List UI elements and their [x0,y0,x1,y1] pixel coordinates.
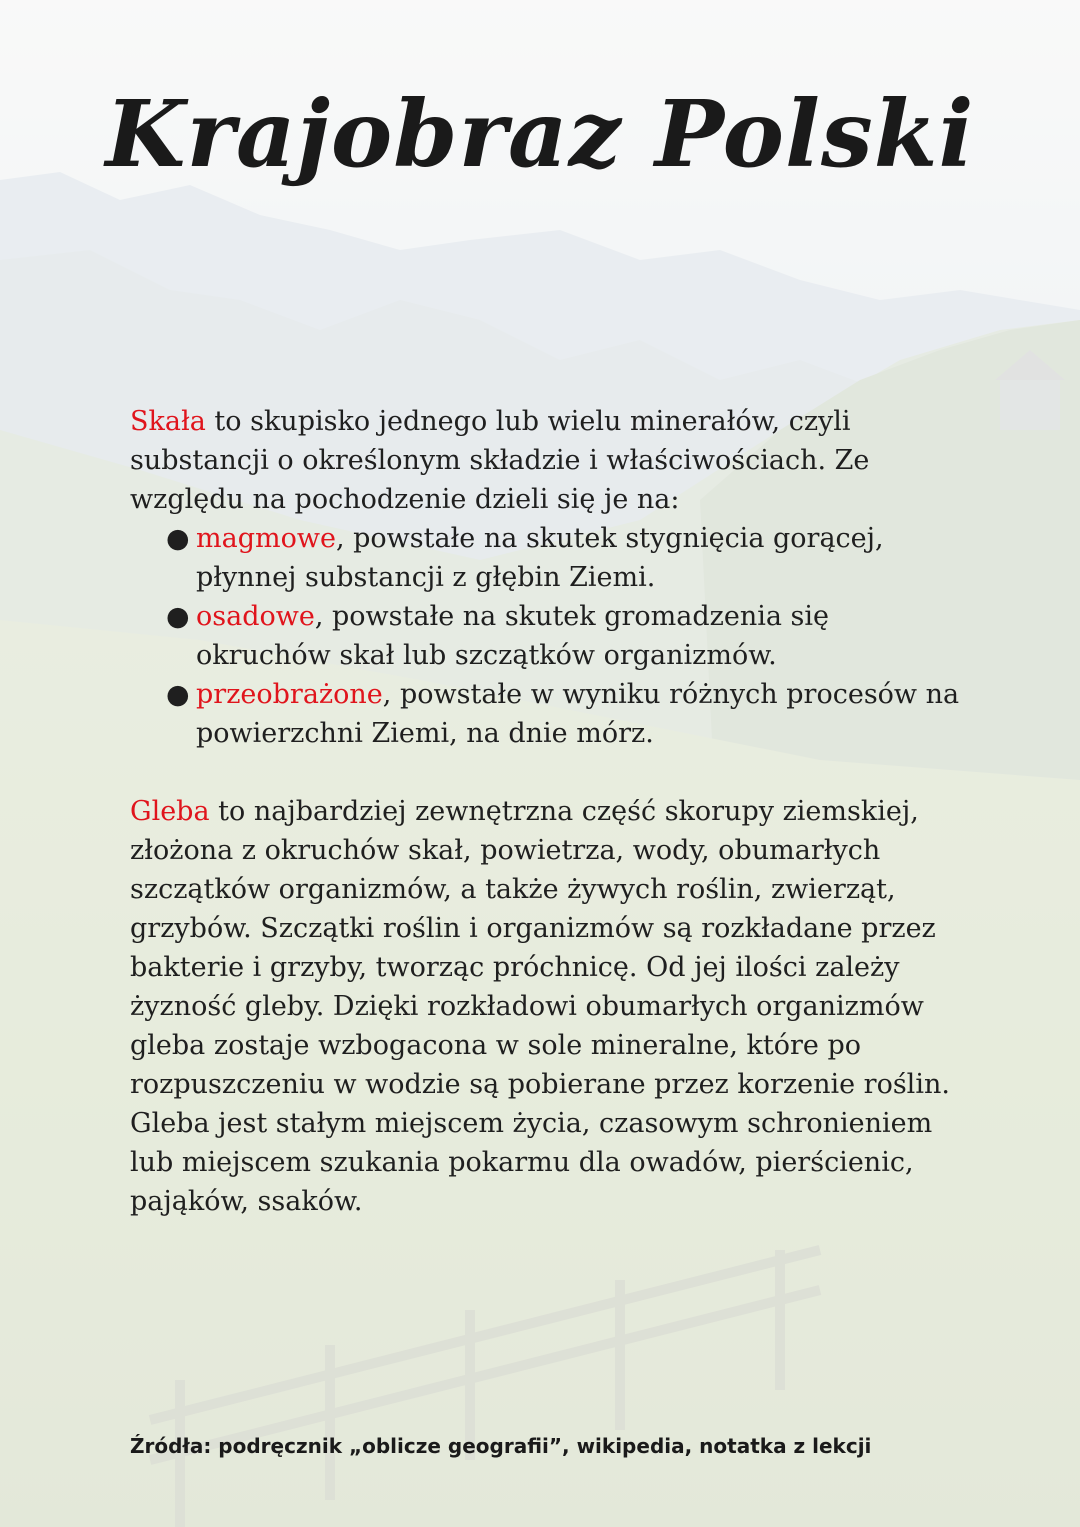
page-title: Krajobraz Polski [105,80,975,188]
bullet-icon: ● [166,601,190,632]
kind-term: osadowe [196,601,315,632]
list-item [166,597,970,675]
rock-definition: to skupisko jednego lub wielu minerałów, czyli substancji o określonym składzie i właściwościach. Ze względu na pochodzenie dzieli się je na: [130,406,870,515]
main-content [130,402,970,1221]
paragraph-spacer [130,753,970,792]
list-item [166,675,970,753]
kind-description: , powstałe na skutek stygnięcia gorącej, płynnej substancji z głębin Ziemi. [196,523,884,593]
rock-term: Skała [130,406,206,437]
soil-definition: to najbardziej zewnętrzna część skorupy ziemskiej, złożona z okruchów skał, powietrza, wody, obumarłych szczątków organizmów, a także żywych roślin, zwierząt, grzybów. Szczątki roślin i organizmów są rozkładane przez bakterie i grzyby, tworząc próchnicę. Od jej ilości zależy żyzność gleby. Dzięki rozkładowi obumarłych organizmów gleba zostaje wzbogacona w sole mineralne, które po rozpuszczeniu w wodzie są pobierane przez korzenie roślin. Gleba jest stałym miejscem życia, czasowym schronieniem lub miejscem szukania pokarmu dla owadów, pierścienic, pająków, ssaków. [130,796,950,1217]
kind-term: magmowe [196,523,336,554]
kind-description: , powstałe na skutek gromadzenia się okruchów skał lub szczątków organizmów. [196,601,830,671]
list-item [166,519,970,597]
soil-term: Gleba [130,796,210,827]
sources-note: Źródła: podręcznik „oblicze geografii”, wikipedia, notatka z lekcji [130,1434,872,1458]
rock-paragraph [130,402,970,519]
rock-kinds-list [130,519,970,753]
bullet-icon: ● [166,523,190,554]
kind-term: przeobrażone [196,679,383,710]
bullet-icon: ● [166,679,190,710]
kind-description: , powstałe w wyniku różnych procesów na powierzchni Ziemi, na dnie mórz. [196,679,960,749]
soil-paragraph [130,792,970,1221]
